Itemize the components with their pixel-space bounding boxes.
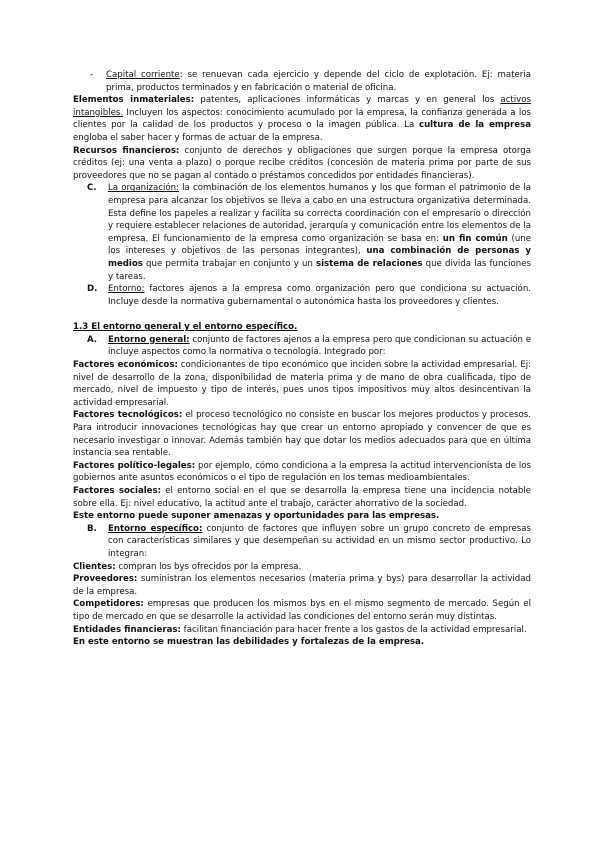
list-letter: C. [87, 183, 97, 194]
term-entorno-especifico: Entorno específico: [108, 523, 203, 534]
list-letter: A. [87, 334, 98, 345]
underline-activos-intangibles: activos intangibles. [73, 95, 531, 118]
term-entorno: Entorno: [108, 284, 145, 295]
bullet-capital-corriente: - Capital corriente: se renuevan cada ejercicio y depende del ciclo de explotación. Ej: materia prima, productos terminados y en fabricación o material de oficina. [90, 70, 531, 93]
list-letter: D. [87, 284, 98, 295]
list-item-a: A. Entorno general: conjunto de factores ajenos a la empresa pero que condicionan su actuación e incluye aspectos como la normativa o tecnología. Integrado por: [87, 334, 531, 358]
term-organizacion: La organización: [108, 183, 179, 194]
paragraph-recursos-financieros: Recursos financieros: conjunto de derechos y obligaciones que surgen porque la empresa otorga créditos (ej: una venta a plazo) o porque recibe créditos (concesión de materia prima por parte de sus proveedores que no se pagan al contado o préstamos concedidos por entidades financieras). [73, 145, 531, 181]
list-item-c: C. La organización: la combinación de los elementos humanos y los que forman el patrimonio de la empresa para alcanzar los objetivos se lleva a cabo en una estructura organizativa determinada. Esta define los papeles a realizar y facilita su correcta coordinación con el empresario o dirección y requiere establecer relaciones de autoridad, jerarquía y comunicación entre los elementos de la empresa. El funcionamiento de la empresa como organización se basa en: un fin común (une los intereses y objetivos de las personas integrantes), una combinación de personas y medios que permita trabajar en conjunto y un sistema de relaciones que divida las funciones y tareas. [87, 183, 532, 282]
term-entorno-general: Entorno general: [108, 334, 190, 345]
term-elementos-inmateriales: Elementos inmateriales: [73, 95, 195, 106]
term-capital-corriente: Capital corriente [106, 70, 180, 80]
list-item-d: D. Entorno: factores ajenos a la empresa como organización pero que condiciona su actuación. Incluye desde la normativa gubernamental o autonómica hasta los proveedores y clientes. [87, 284, 531, 307]
paragraph-factores-sociales: Factores sociales: el entorno social en el que se desarrolla la empresa tiene una incidencia notable sobre ella. Ej: nivel educativo, la actitud ante el trabajo, carácter ahorrativo de la sociedad. [73, 486, 531, 509]
list-item-b: B. Entorno específico: conjunto de factores que influyen sobre un grupo concreto de empresas con características similares y que desempeñan su actividad en un mismo sector productivo. Lo integran: [87, 523, 531, 559]
paragraph-elementos-inmateriales: Elementos inmateriales: patentes, aplicaciones informáticas y marcas y en general los activos intangibles. Incluyen los aspectos: conocimiento acumulado por la empresa, la confianza generada a los clientes por la calidad de los productos y proceso o la imagen pública. La cultura de la empresa engloba el saber hacer y formas de actuar de la empresa. [73, 95, 531, 143]
list-letter: B. [87, 523, 97, 534]
paragraph-factores-politico-legales: Factores político-legales: por ejemplo, cómo condiciona a la empresa la actitud intervencionista de los gobiernos ante asuntos económicos o el tipo de regulación en los temas medioambientales. [73, 460, 531, 484]
document-body [73, 69, 531, 649]
term-recursos-financieros: Recursos financieros: [73, 145, 180, 156]
paragraph-debilidades: En este entorno se muestran las debilidades y fortalezas de la empresa. [73, 637, 425, 648]
paragraph-proveedores: Proveedores: suministran los elementos necesarios (materia prima y bys) para desarrollar la actividad de la empresa. [73, 574, 531, 597]
paragraph-competidores: Competidores: empresas que producen los mismos bys en el mismo segmento de mercado. Según el tipo de mercado en que se desarrolle la actividad las condiciones del entorno serán muy distintas. [73, 599, 531, 622]
paragraph-amenazas: Este entorno puede suponer amenazas y oportunidades para las empresas. [73, 511, 440, 522]
bold-cultura-empresa: cultura de la empresa [418, 120, 531, 131]
paragraph-factores-tecnologicos: Factores tecnológicos: el proceso tecnológico no consiste en buscar los mejores productos y procesos. Para introducir innovaciones tecnológicas hay que crear un entorno apropiado y convencer de que es necesario investigar o innovar. Además también hay que dotar los medios adecuados para que en última instancia sea rentable. [73, 410, 531, 459]
paragraph-entidades-financieras: Entidades financieras: facilitan financiación para hacer frente a los gastos de la actividad empresarial. [73, 624, 527, 635]
paragraph-clientes: Clientes: compran los bys ofrecidos por la empresa. [73, 561, 302, 572]
section-title: 1.3 El entorno general y el entorno específico. [73, 322, 298, 333]
paragraph-factores-economicos: Factores económicos: condicionantes de tipo económico que inciden sobre la actividad empresarial. Ej: nivel de desarrollo de la zona, disponibilidad de materia prima y de mano de obra cualificada, tipo de mercado, nivel de impuesto y tipo de interés, pues unos tipos impositivos muy altos desincentivan la actividad empresarial. [73, 360, 531, 408]
bullet-dash: - [90, 70, 94, 80]
